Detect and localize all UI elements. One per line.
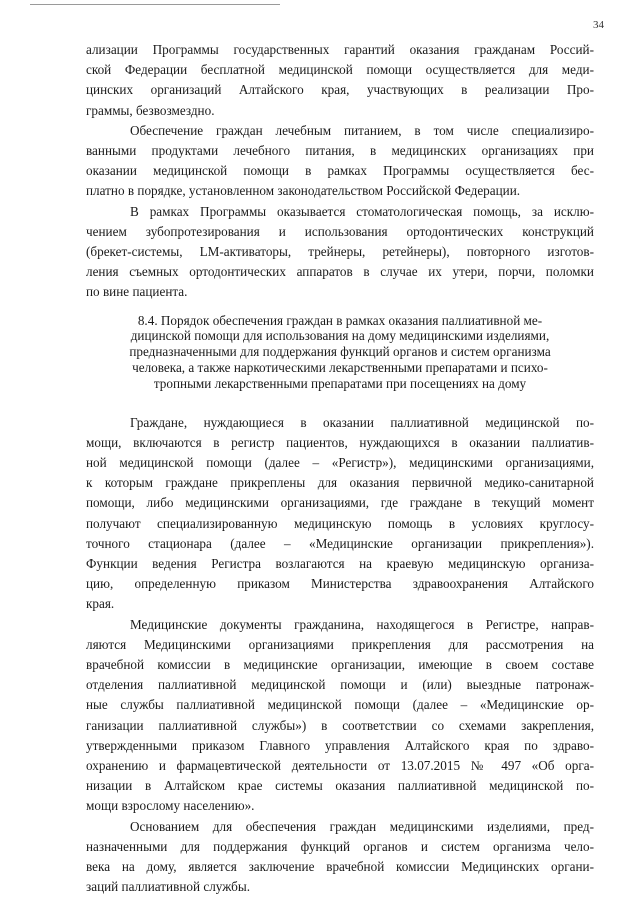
heading-line: дицинской помощи для использования на дому медицинскими изделиями, [130, 328, 550, 344]
text-line: назначенными для поддержания функций органов и систем организма чело- [86, 838, 594, 854]
text-line: ляются Медицинскими организациями прикрепления для рассмотрения на [86, 636, 594, 652]
paragraph [86, 615, 594, 817]
paragraph [86, 40, 594, 121]
text-line: Функции ведения Регистра возлагаются на краевую медицинскую организа- [86, 556, 594, 572]
text-line: помощи, либо медицинскими организациями, где граждане в текущий момент [86, 495, 594, 511]
paragraphs-top [86, 40, 594, 303]
text-line: края. [86, 596, 115, 612]
heading-spacer [86, 392, 594, 413]
text-line: ализации Программы государственных гарантий оказания гражданам Россий- [86, 42, 594, 57]
paragraph [86, 413, 594, 615]
text-line: получают специализированную медицинскую помощь в условиях круглосу- [86, 515, 594, 531]
text-line: Обеспечение граждан лечебным питанием, в том числе специализиро- [130, 122, 594, 138]
text-line: Основанием для обеспечения граждан медицинскими изделиями, пред- [130, 818, 594, 834]
text-line: утвержденными приказом Главного управления Алтайского края по здраво- [86, 737, 594, 753]
section-heading-8-4 [86, 313, 594, 392]
top-rule-divider [30, 4, 280, 5]
heading-line: тропными лекарственными препаратами при посещениях на дому [153, 375, 527, 391]
page-number: 34 [593, 19, 604, 31]
text-line: мощи, включаются в регистр пациентов, нуждающихся в оказании паллиатив- [86, 434, 594, 450]
heading-line: предназначенными для поддержания функций органов и систем организма [129, 344, 551, 360]
text-line: ления съемных ортодонтических аппаратов в случае их утери, порчи, поломки [86, 264, 594, 280]
paragraph [86, 121, 594, 202]
text-line: века на дому, является заключение врачебной комиссии Медицинских органи- [86, 859, 594, 875]
text-line: ганизации паллиативной службы») в соответствии со схемами закрепления, [86, 717, 594, 733]
heading-line: человека, а также наркотическими лекарственными препаратами и психо- [132, 360, 548, 376]
text-line: (брекет-системы, LM-активаторы, трейнеры, ретейнеры), повторного изготов- [86, 244, 594, 260]
text-line: Граждане, нуждающиеся в оказании паллиативной медицинской по- [130, 414, 594, 430]
heading-line: 8.4. Порядок обеспечения граждан в рамках оказания паллиативной ме- [137, 312, 543, 328]
text-line: низации в Алтайском крае системы оказания паллиативной медицинской по- [86, 778, 594, 794]
paragraph [86, 202, 594, 303]
text-line: чением зубопротезирования и использования ортодонтических конструкций [86, 223, 594, 239]
text-line: В рамках Программы оказывается стоматологическая помощь, за исклю- [130, 203, 594, 219]
text-line: ные службы паллиативной медицинской помощи (далее – «Медицинские ор- [86, 697, 594, 713]
text-line: оказании медицинской помощи в рамках Программы осуществляется бес- [86, 163, 594, 179]
text-line: ской Федерации бесплатной медицинской помощи осуществляется для меди- [86, 62, 594, 78]
text-line: охранению и фармацевтической деятельности от 13.07.2015 № 497 «Об орга- [86, 758, 594, 774]
text-line: врачебной комиссии в медицинские организации, имеющие в своем составе [86, 657, 594, 673]
paragraph [86, 817, 594, 898]
text-line: платно в порядке, установленном законодательством Российской Федерации. [86, 183, 521, 199]
text-line: по вине пациента. [86, 284, 188, 300]
text-line: ванными продуктами лечебного питания, в медицинских организациях при [86, 143, 594, 159]
text-line: заций паллиативной службы. [86, 879, 250, 895]
document-body [86, 40, 594, 898]
text-line: цинских организаций Алтайского края, участвующих в реализации Про- [86, 82, 594, 98]
text-line: отделения паллиативной медицинской помощи и (или) выездные патронаж- [86, 677, 594, 693]
text-line: граммы, безвозмездно. [86, 102, 215, 118]
text-line: Медицинские документы гражданина, находящегося в Регистре, направ- [130, 616, 594, 632]
text-line: цию, определенную приказом Министерства здравоохранения Алтайского [86, 576, 594, 592]
paragraphs-bottom [86, 413, 594, 898]
text-line: к которым граждане прикреплены для оказания первичной медико-санитарной [86, 475, 594, 491]
text-line: точного стационара (далее – «Медицинские организации прикрепления»). [86, 535, 594, 551]
text-line: мощи взрослому населению». [86, 798, 255, 814]
text-line: ной медицинской помощи (далее – «Регистр»), медицинскими организациями, [86, 455, 594, 471]
